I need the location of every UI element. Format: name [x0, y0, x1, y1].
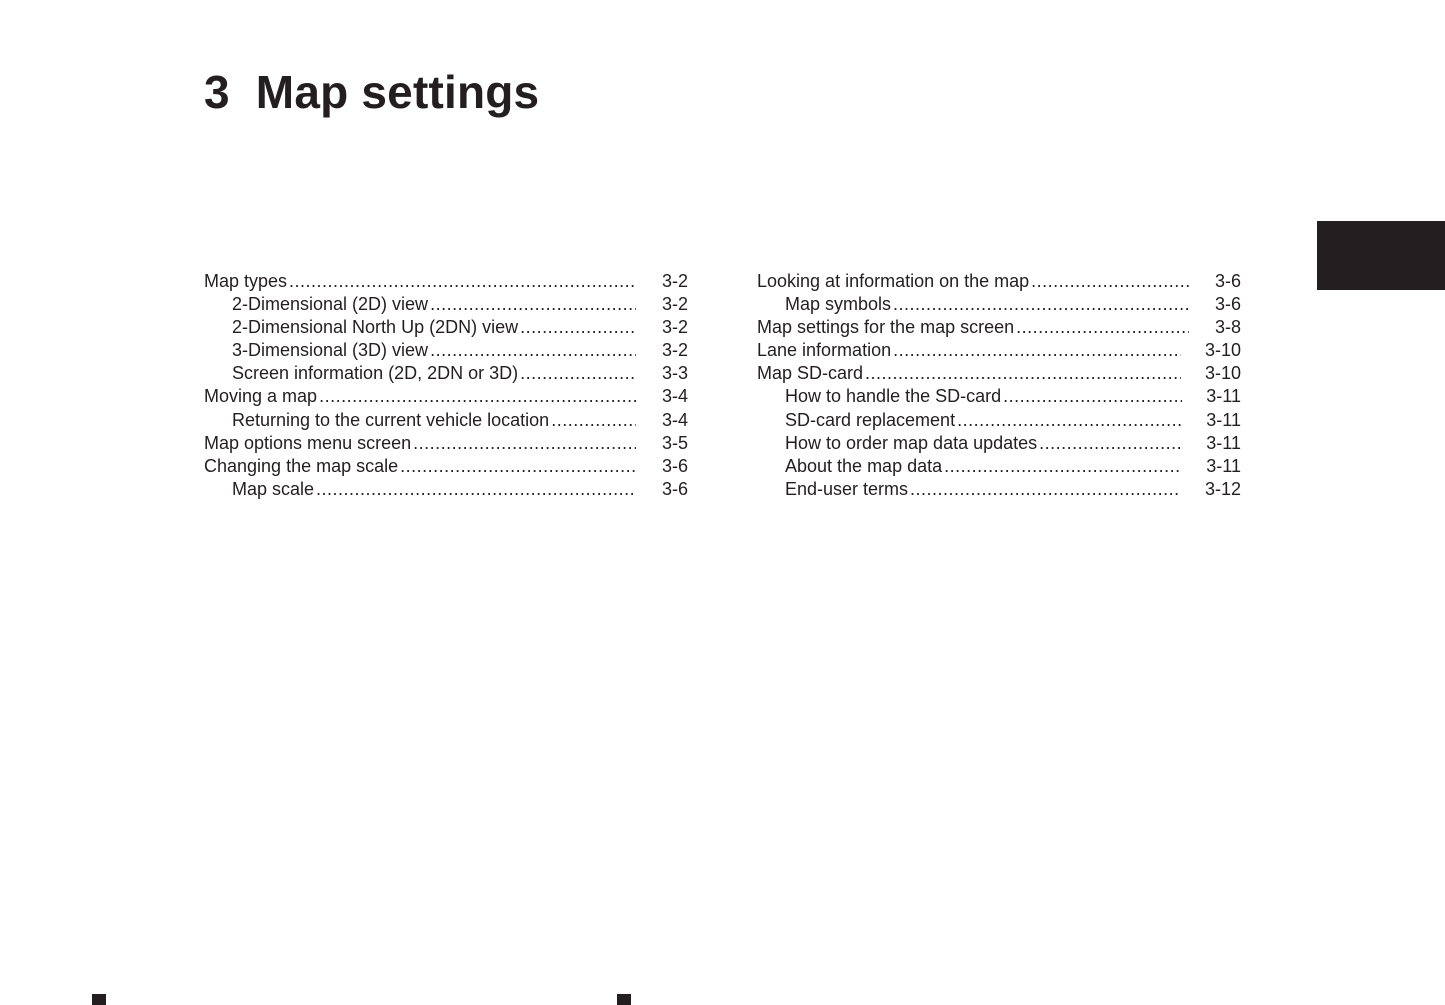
toc-entry-page: 3-11	[1206, 386, 1241, 407]
toc-entry-label: Map types	[204, 271, 288, 291]
toc-leader-dots	[1039, 432, 1182, 455]
toc-leader-dots	[520, 362, 636, 385]
toc-entry-label: Lane information	[757, 340, 892, 361]
toc-entry-map-symbols[interactable]	[757, 293, 1241, 316]
toc-leader-dots	[893, 339, 1181, 362]
toc-leader-dots	[1031, 270, 1189, 293]
toc-entry-lane-information[interactable]	[757, 339, 1241, 362]
toc-entry-page: 3-2	[661, 340, 688, 361]
toc-entry-2d-view[interactable]	[204, 293, 688, 316]
toc-entry-changing-map-scale[interactable]	[204, 455, 688, 478]
toc-entry-label: 3-Dimensional (3D) view	[232, 340, 429, 361]
toc-entry-page: 3-6	[661, 478, 688, 499]
toc-entry-sd-card-replacement[interactable]	[757, 409, 1241, 432]
toc-entry-label: Map options menu screen	[204, 432, 412, 453]
toc-entry-label: 2-Dimensional North Up (2DN) view	[232, 317, 519, 338]
toc-leader-dots	[430, 339, 636, 362]
toc-leader-dots	[316, 478, 636, 501]
toc-entry-label: SD-card replacement	[785, 409, 956, 430]
toc-entry-page: 3-11	[1206, 455, 1241, 476]
toc-leader-dots	[413, 432, 636, 455]
toc-entry-order-map-updates[interactable]	[757, 432, 1241, 455]
toc-leader-dots	[551, 409, 636, 432]
toc-entry-page: 3-3	[661, 363, 688, 384]
toc-entry-label: How to handle the SD-card	[785, 386, 1002, 407]
toc-entry-label: 2-Dimensional (2D) view	[232, 294, 429, 315]
toc-leader-dots	[893, 293, 1189, 316]
toc-entry-label: Map scale	[232, 478, 315, 499]
toc-entry-page: 3-5	[661, 432, 688, 453]
toc-entry-looking-at-information[interactable]	[757, 270, 1241, 293]
toc-entry-about-map-data[interactable]	[757, 455, 1241, 478]
toc-entry-page: 3-12	[1204, 478, 1241, 499]
toc-entry-page: 3-4	[661, 409, 688, 430]
toc-entry-label: Map SD-card	[757, 363, 864, 384]
toc-entry-page: 3-2	[661, 294, 688, 315]
toc-entry-page: 3-10	[1204, 340, 1241, 361]
toc-leader-dots	[910, 478, 1181, 501]
chapter-number: 3	[204, 66, 230, 118]
toc-leader-dots	[1003, 385, 1182, 408]
toc-leader-dots	[520, 316, 636, 339]
toc-entry-label: Screen information (2D, 2DN or 3D)	[232, 363, 519, 384]
toc-entry-moving-a-map[interactable]	[204, 385, 688, 408]
toc-leader-dots	[289, 270, 636, 293]
chapter-title	[204, 62, 539, 122]
toc-entry-map-sd-card[interactable]	[757, 362, 1241, 385]
toc-entry-map-options-menu[interactable]	[204, 432, 688, 455]
toc-entry-returning-to-location[interactable]	[204, 409, 688, 432]
toc-leader-dots	[319, 385, 636, 408]
toc-entry-label: Changing the map scale	[204, 455, 399, 476]
toc-right-column	[757, 270, 1241, 501]
chapter-thumb-tab	[1317, 221, 1445, 290]
toc-leader-dots	[1016, 316, 1189, 339]
chapter-title-text: Map settings	[255, 66, 540, 118]
toc-entry-page: 3-11	[1206, 409, 1241, 430]
toc-leader-dots	[430, 293, 636, 316]
crop-mark-left	[92, 994, 106, 1005]
toc-entry-page: 3-11	[1206, 432, 1241, 453]
toc-entry-page: 3-6	[1214, 294, 1241, 315]
toc-entry-label: End-user terms	[785, 478, 909, 499]
toc-entry-page: 3-8	[1214, 317, 1241, 338]
toc-entry-label: Map settings for the map screen	[757, 317, 1015, 338]
toc-entry-2dn-view[interactable]	[204, 316, 688, 339]
toc-leader-dots	[957, 409, 1182, 432]
toc-entry-3d-view[interactable]	[204, 339, 688, 362]
toc-entry-label: Map symbols	[785, 294, 892, 315]
toc-entry-label: How to order map data updates	[785, 432, 1038, 453]
toc-entry-page: 3-6	[1214, 271, 1241, 291]
toc-entry-map-settings-screen[interactable]	[757, 316, 1241, 339]
toc-entry-handle-sd-card[interactable]	[757, 385, 1241, 408]
toc-entry-page: 3-2	[661, 317, 688, 338]
toc-entry-page: 3-6	[661, 455, 688, 476]
crop-mark-right	[617, 994, 631, 1005]
toc-entry-label: Moving a map	[204, 386, 318, 407]
toc-entry-label: About the map data	[785, 455, 943, 476]
toc-entry-page: 3-2	[661, 271, 688, 291]
toc-leader-dots	[400, 455, 636, 478]
toc-entry-page: 3-10	[1204, 363, 1241, 384]
toc-leader-dots	[944, 455, 1182, 478]
toc-left-column	[204, 270, 688, 501]
toc-entry-page: 3-4	[661, 386, 688, 407]
toc-entry-map-types[interactable]	[204, 270, 688, 293]
toc-entry-end-user-terms[interactable]	[757, 478, 1241, 501]
toc-entry-label: Returning to the current vehicle location	[232, 409, 550, 430]
toc-leader-dots	[865, 362, 1181, 385]
toc-entry-map-scale[interactable]	[204, 478, 688, 501]
toc-entry-screen-information[interactable]	[204, 362, 688, 385]
toc-entry-label: Looking at information on the map	[757, 271, 1030, 291]
